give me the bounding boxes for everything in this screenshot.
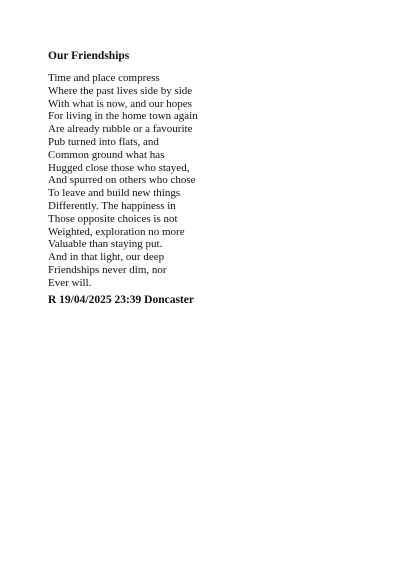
poem-body [48, 72, 198, 290]
poem-line: And spurred on others who chose [48, 174, 196, 187]
poem-line: Are already rubble or a favourite [48, 123, 193, 136]
poem-line: Pub turned into flats, and [48, 135, 159, 148]
poem-line: Ever will. [48, 276, 92, 289]
poem-line: Those opposite choices is not [48, 212, 178, 225]
poem-line: To leave and build new things [48, 187, 181, 200]
poem-line: Time and place compress [48, 72, 160, 84]
poem-line: Valuable than staying put. [48, 238, 163, 251]
poem-line: With what is now, and our hopes [48, 97, 192, 110]
poem-line: And in that light, our deep [48, 251, 165, 264]
poem-line: Weighted, exploration no more [48, 225, 185, 238]
poem-line: Friendships never dim, nor [48, 263, 167, 276]
poem-line: For living in the home town again [48, 110, 198, 123]
poem-title: Our Friendships [48, 50, 130, 62]
poem-line: Common ground what has [48, 148, 165, 161]
poem-line: Where the past lives side by side [48, 84, 193, 97]
signature-line: R 19/04/2025 23:39 Doncaster [48, 294, 194, 306]
poem-line: Differently. The happiness in [48, 199, 176, 212]
poem-line: Hugged close those who stayed, [48, 161, 190, 174]
